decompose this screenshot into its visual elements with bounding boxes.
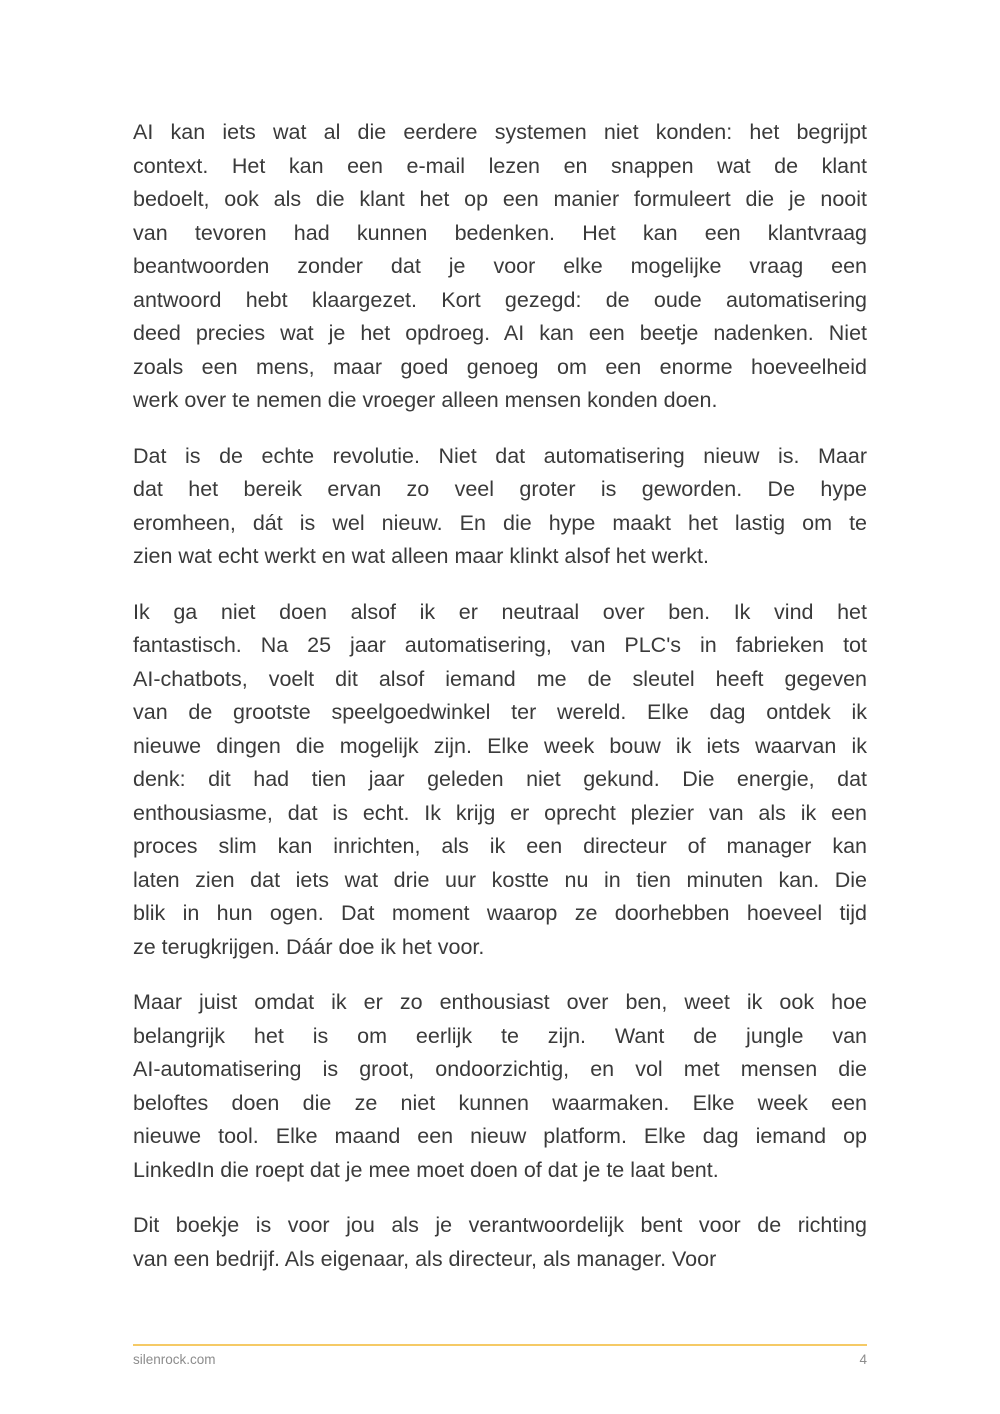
text-line: AI kan iets wat al die eerdere systemen niet konden: het begrijpt <box>133 120 867 144</box>
text-line: Dat is de echte revolutie. Niet dat automatisering nieuw is. Maar <box>133 443 867 468</box>
text-line: zien wat echt werkt en wat alleen maar klinkt alsof het werkt. <box>133 544 709 568</box>
text-line: beloftes doen die ze niet kunnen waarmaken. Elke week een <box>133 1090 867 1115</box>
text-line: van een bedrijf. Als eigenaar, als directeur, als manager. Voor <box>133 1246 717 1271</box>
text-line: Ik ga niet doen alsof ik er neutraal over ben. Ik vind het <box>133 599 867 624</box>
text-line: antwoord hebt klaargezet. Kort gezegd: de oude automatisering <box>133 287 867 312</box>
text-line: Maar juist omdat ik er zo enthousiast over ben, weet ik ook hoe <box>133 990 867 1014</box>
text-line: werk over te nemen die vroeger alleen mensen konden doen. <box>133 388 718 412</box>
text-line: fantastisch. Na 25 jaar automatisering, van PLC's in fabrieken tot <box>133 633 867 657</box>
paragraph <box>133 1209 867 1276</box>
text-line: ze terugkrijgen. Dáár doe ik het voor. <box>133 934 485 959</box>
paragraph <box>133 986 867 1187</box>
text-line: van de grootste speelgoedwinkel ter wereld. Elke dag ontdek ik <box>133 700 867 724</box>
paragraph <box>133 440 867 574</box>
text-line: eromheen, dát is wel nieuw. En die hype maakt het lastig om te <box>133 510 867 535</box>
body-text <box>133 116 867 1276</box>
text-line: proces slim kan inrichten, als ik een directeur of manager kan <box>133 834 867 858</box>
text-line: AI-automatisering is groot, ondoorzichtig, en vol met mensen die <box>133 1057 867 1081</box>
text-line: denk: dit had tien jaar geleden niet gekund. Die energie, dat <box>133 767 867 791</box>
text-line: nieuwe tool. Elke maand een nieuw platform. Elke dag iemand op <box>133 1124 867 1148</box>
text-line: AI-chatbots, voelt dit alsof iemand me de sleutel heeft gegeven <box>133 666 867 691</box>
text-line: belangrijk het is om eerlijk te zijn. Want de jungle van <box>133 1023 867 1048</box>
page-number: 4 <box>859 1352 867 1367</box>
page-footer <box>133 1344 867 1368</box>
text-line: blik in hun ogen. Dat moment waarop ze doorhebben hoeveel tijd <box>133 901 867 925</box>
text-line: context. Het kan een e-mail lezen en snappen wat de klant <box>133 153 867 178</box>
text-line: zoals een mens, maar goed genoeg om een enorme hoeveelheid <box>133 354 867 379</box>
text-line: nieuwe dingen die mogelijk zijn. Elke week bouw ik iets waarvan ik <box>133 733 867 758</box>
text-line: Dit boekje is voor jou als je verantwoordelijk bent voor de richting <box>133 1213 867 1237</box>
text-line: enthousiasme, dat is echt. Ik krijg er oprecht plezier van als ik een <box>133 800 867 825</box>
text-line: laten zien dat iets wat drie uur kostte nu in tien minuten kan. Die <box>133 867 867 892</box>
paragraph <box>133 596 867 965</box>
text-line: dat het bereik ervan zo veel groter is geworden. De hype <box>133 477 867 501</box>
text-line: LinkedIn die roept dat je mee moet doen of dat je te laat bent. <box>133 1157 719 1182</box>
text-line: van tevoren had kunnen bedenken. Het kan een klantvraag <box>133 220 867 245</box>
paragraph <box>133 116 867 418</box>
text-line: beantwoorden zonder dat je voor elke mogelijke vraag een <box>133 254 867 278</box>
text-line: bedoelt, ook als die klant het op een manier formuleert die je nooit <box>133 187 867 211</box>
site-name: silenrock.com <box>133 1352 216 1367</box>
text-line: deed precies wat je het opdroeg. AI kan een beetje nadenken. Niet <box>133 321 867 345</box>
